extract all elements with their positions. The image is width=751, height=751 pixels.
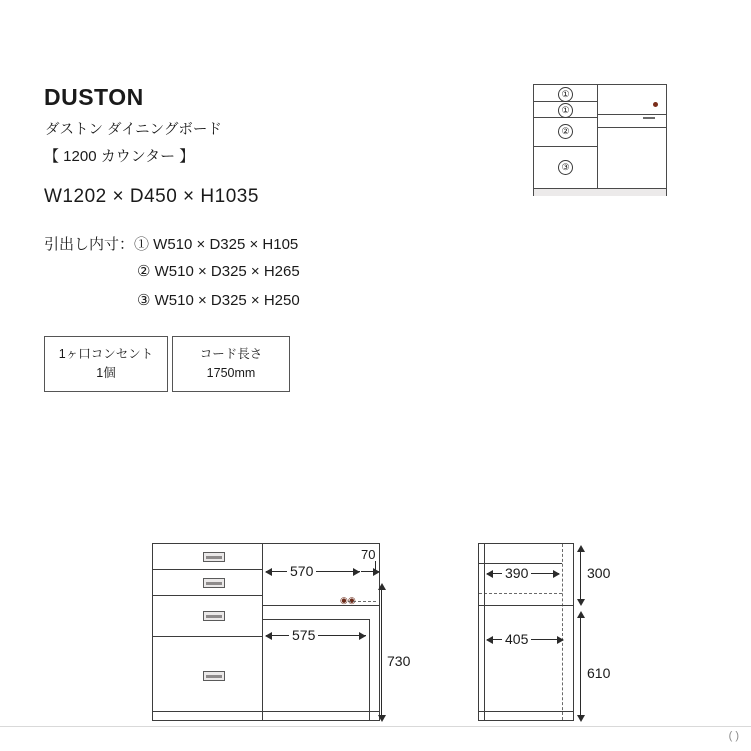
dim-label-405: 405 — [502, 631, 531, 647]
dim-arrow-300-down — [577, 599, 585, 606]
front-right-inner-vertical — [369, 619, 370, 720]
dim-arrow-405-right — [557, 636, 564, 644]
footer-divider — [0, 726, 751, 727]
thumbnail-center-divider — [597, 84, 598, 188]
dim-arrow-610-down — [577, 715, 585, 722]
thumbnail-marker-3: ② — [558, 124, 573, 139]
spec-box-outlet — [44, 336, 168, 392]
thumbnail-marker-4: ③ — [558, 160, 573, 175]
dim-arrow-570-left — [265, 568, 272, 576]
thumbnail-right-divider-1 — [598, 114, 666, 115]
dim-label-730: 730 — [384, 653, 413, 669]
front-drawer-divider-3 — [153, 636, 262, 637]
footer-note: ( ) — [728, 730, 739, 742]
dim-line-300 — [580, 549, 581, 601]
variant-label: 【 1200 カウンター 】 — [44, 148, 195, 165]
thumbnail-marker-1: ① — [558, 87, 573, 102]
dim-arrow-575-right — [359, 632, 366, 640]
dim-leader-70 — [375, 561, 376, 573]
front-drawer-divider-2 — [153, 595, 262, 596]
thumbnail-right-divider-2 — [598, 127, 666, 128]
dim-label-610: 610 — [584, 665, 613, 681]
dim-arrow-570-right — [353, 568, 360, 576]
dim-label-70: 70 — [358, 547, 378, 562]
drawer-inner-dimension-3: ③ W510 × D325 × H250 — [137, 292, 300, 309]
side-shelf-line-3 — [479, 605, 574, 606]
dim-arrow-610-up — [577, 611, 585, 618]
spec-box-cord-line1: コード長さ — [199, 347, 263, 362]
thumbnail-marker-2: ① — [558, 103, 573, 118]
dim-arrow-390-right — [553, 570, 560, 578]
front-center-divider — [262, 544, 263, 720]
front-plinth-line — [153, 711, 380, 712]
side-shelf-line-2 — [479, 593, 562, 594]
dim-label-570: 570 — [287, 563, 316, 579]
thumbnail-base — [534, 188, 666, 196]
thumbnail-handle-icon — [643, 117, 655, 119]
side-plinth-line — [479, 711, 574, 712]
front-right-divider-2 — [263, 619, 369, 620]
dim-arrow-575-left — [265, 632, 272, 640]
front-drawer-pull-3 — [203, 611, 225, 621]
dim-label-390: 390 — [502, 565, 531, 581]
side-front-edge-line — [484, 544, 485, 720]
spec-box-cord — [172, 336, 290, 392]
dim-label-575: 575 — [289, 627, 318, 643]
side-section-drawing — [478, 543, 611, 733]
overall-dimensions: W1202 × D450 × H1035 — [44, 186, 259, 207]
spec-box-outlet-line1: 1ヶ口コンセント — [58, 347, 154, 362]
side-back-panel-line — [562, 544, 563, 720]
product-thumbnail — [533, 84, 667, 196]
side-shelf-line-1 — [479, 563, 562, 564]
front-right-divider-1 — [263, 605, 380, 606]
dim-label-300: 300 — [584, 565, 613, 581]
page-title: DUSTON — [44, 84, 144, 110]
thumbnail-knob-icon — [653, 102, 658, 107]
outlet-icon: ◉◉ — [340, 595, 356, 605]
product-subtitle: ダストン ダイニングボード — [45, 122, 222, 138]
spec-box-cord-line2: 1750mm — [206, 366, 256, 380]
drawer-inner-dimension-2: ② W510 × D325 × H265 — [137, 263, 300, 280]
front-drawer-divider-1 — [153, 569, 262, 570]
front-drawer-pull-4 — [203, 671, 225, 681]
front-drawer-pull-2 — [203, 578, 225, 588]
drawer-inner-dimension-1: 引出し内寸：① W510 × D325 × H105 — [44, 236, 299, 253]
dim-arrow-730-down — [378, 715, 386, 722]
spec-box-outlet-line2: 1個 — [96, 366, 116, 380]
dim-arrow-405-left — [486, 636, 493, 644]
front-elevation-drawing — [152, 543, 411, 733]
dim-arrow-390-left — [486, 570, 493, 578]
dim-arrow-300-up — [577, 545, 585, 552]
dim-line-610 — [580, 615, 581, 717]
dim-arrow-730-up — [378, 583, 386, 590]
front-drawer-pull-1 — [203, 552, 225, 562]
dim-line-730 — [381, 587, 382, 717]
thumbnail-left-divider-3 — [534, 146, 597, 147]
outlet-leader-line — [348, 601, 376, 602]
